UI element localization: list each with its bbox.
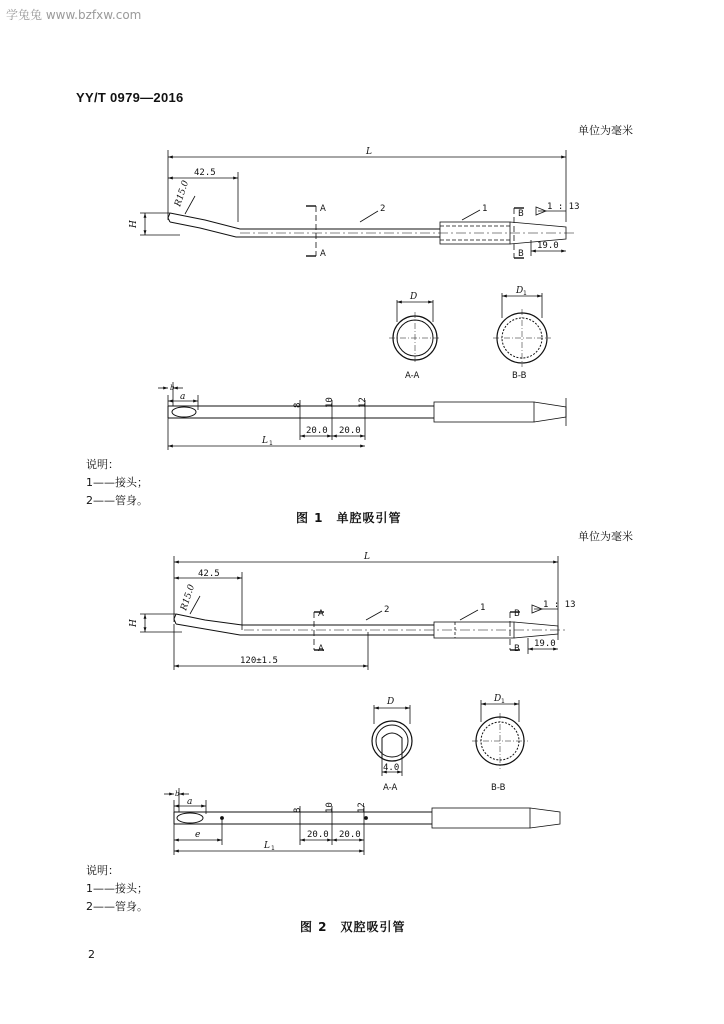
fig1-label-b: b [170, 384, 175, 392]
fig1-label-D1: D [516, 286, 524, 296]
fig2-label-a: a [187, 797, 193, 807]
fig2-mark-10: 10 [325, 802, 335, 813]
fig2-section-letter-b-bottom: B [514, 644, 520, 654]
fig2-section-aa-outer [372, 721, 412, 761]
fig2-mark-8: 8 [293, 807, 303, 813]
fig1-section-letter-a-top: A [320, 204, 326, 214]
figure-1-drawing [0, 0, 724, 470]
fig1-label-a: a [180, 392, 186, 402]
fig1-label-radius: R15.0 [173, 179, 192, 208]
fig2-legend-item-2: 2——管身。 [86, 900, 148, 913]
fig1-section-aa-label: A-A [405, 371, 420, 381]
fig2-legend-item-1: 1——接头； [86, 882, 148, 895]
fig2-legend [86, 862, 148, 916]
fig2-label-4: 4.0 [383, 763, 400, 773]
fig1-callout-2: 2 [380, 204, 386, 214]
fig1-label-L: L [366, 147, 372, 157]
fig1-tube-top [170, 213, 440, 229]
fig1-seg-1: 20.0 [306, 426, 328, 436]
fig2-label-D1-sub: 1 [501, 698, 505, 705]
fig2-label-L1-sub: 1 [271, 845, 275, 852]
watermark: 学兔兔 www.bzfxw.com [6, 8, 142, 22]
fig1-legend-item-2: 2——管身。 [86, 494, 148, 507]
fig2-callout-1: 1 [480, 603, 486, 613]
fig1-mark-8: 8 [293, 402, 303, 408]
fig2-label-radius: R15.0 [179, 583, 198, 612]
fig2-seg-1: 20.0 [307, 830, 329, 840]
fig2-section-letter-a-top: A [318, 609, 324, 619]
fig1-seg-2: 20.0 [339, 426, 361, 436]
fig1-unit-note: 单位为毫米 [578, 124, 633, 137]
fig2-label-L1: L [264, 841, 270, 851]
fig2-tube-top [176, 614, 434, 625]
fig2-unit-note: 单位为毫米 [578, 530, 633, 543]
fig2-section-aa-label: A-A [383, 783, 398, 793]
fig2-section-bb-label: B-B [491, 783, 506, 793]
fig2-label-e: e [195, 830, 201, 840]
fig1-label-L1-sub: 1 [269, 440, 273, 447]
fig1-label-taper: 1 : 13 [547, 202, 580, 212]
fig2-lower-tube [174, 812, 432, 824]
fig2-label-19: 19.0 [534, 639, 556, 649]
fig1-section-letter-a-bottom: A [320, 249, 326, 259]
fig1-label-D: D [410, 292, 418, 302]
fig1-legend [86, 456, 148, 510]
standard-number: YY/T 0979—2016 [76, 90, 184, 105]
fig2-legend-title: 说明： [86, 864, 119, 877]
fig2-mark-12: 12 [357, 802, 367, 813]
figure-2-drawing [0, 540, 724, 870]
fig2-label-L: L [364, 552, 370, 562]
fig2-seg-2: 20.0 [339, 830, 361, 840]
fig1-section-bb-label: B-B [512, 371, 527, 381]
fig2-label-taper: 1 : 13 [543, 600, 576, 610]
fig1-section-letter-b-bottom: B [518, 249, 524, 259]
fig2-label-D: D [387, 697, 395, 707]
fig2-label-D1: D [494, 694, 502, 704]
fig1-label-42-5: 42.5 [194, 168, 216, 178]
fig1-label-19: 19.0 [537, 241, 559, 251]
fig2-label-42-5: 42.5 [198, 569, 220, 579]
fig2-callout-2: 2 [384, 605, 390, 615]
fig2-section-letter-b-top: B [514, 609, 520, 619]
fig1-label-D1-sub: 1 [523, 290, 527, 297]
fig2-section-letter-a-bottom: A [318, 644, 324, 654]
fig1-section-letter-b-top: B [518, 209, 524, 219]
fig1-callout-1: 1 [482, 204, 488, 214]
fig1-caption: 图 1 单腔吸引管 [296, 511, 402, 525]
fig2-label-b: b [175, 790, 180, 798]
fig2-tube-bottom [176, 624, 434, 635]
fig2-label-H: H [129, 619, 139, 627]
fig1-legend-title: 说明： [86, 458, 119, 471]
fig2-caption: 图 2 双腔吸引管 [300, 920, 406, 934]
fig1-label-L1: L [262, 436, 268, 446]
fig1-legend-item-1: 1——接头； [86, 476, 148, 489]
fig1-mark-10: 10 [325, 397, 335, 408]
page-number: 2 [88, 948, 95, 961]
fig2-label-120: 120±1.5 [240, 656, 278, 666]
fig1-label-H: H [129, 220, 139, 228]
fig1-mark-12: 12 [358, 397, 368, 408]
